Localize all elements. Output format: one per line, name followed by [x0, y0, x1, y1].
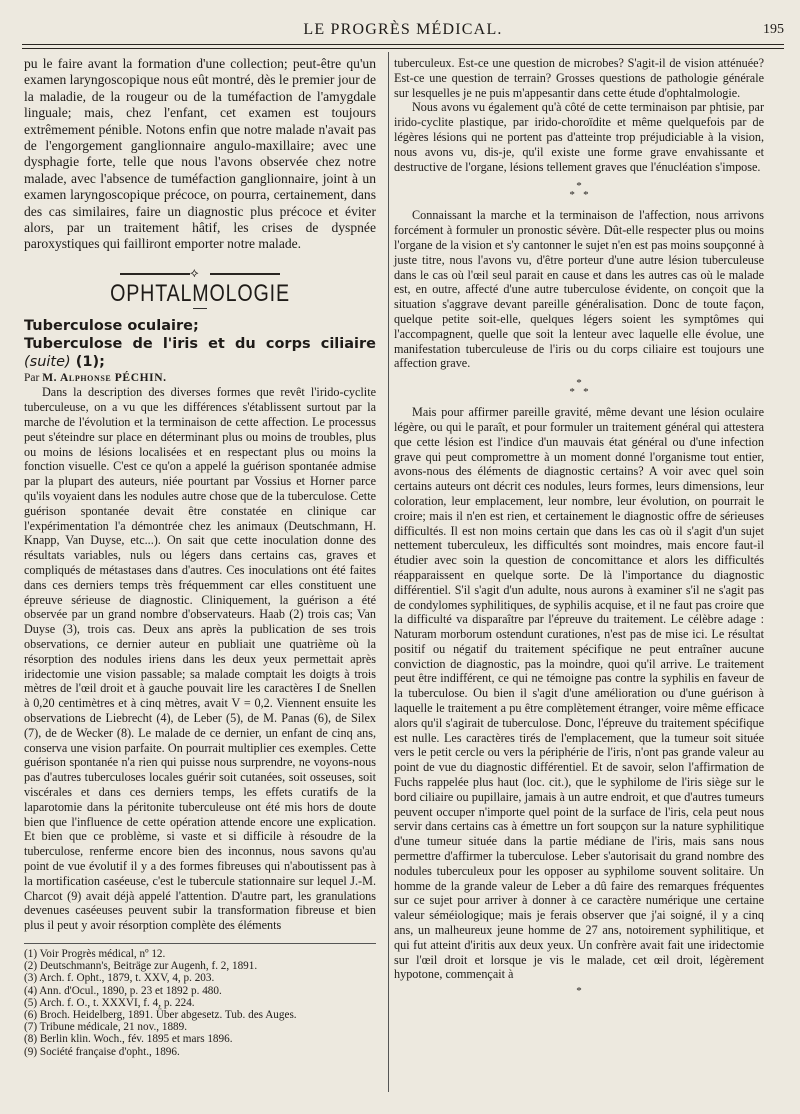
ornament-line-right — [210, 273, 280, 275]
footnote: (1) Voir Progrès médical, nº 12. — [24, 947, 166, 960]
article-title-line1: Tuberculose oculaire; — [24, 317, 199, 334]
footnote: (6) Broch. Heidelberg, 1891. Über abgesetz. Tub. des Auges. — [24, 1008, 297, 1021]
footnote: (9) Société française d'opht., 1896. — [24, 1045, 180, 1058]
heading-rule — [193, 308, 207, 309]
star-pair: * * — [569, 189, 589, 202]
header-rule-inner — [22, 48, 784, 49]
footnote: (3) Arch. f. Opht., 1879, t. XXV, 4, p. 203. — [24, 972, 215, 985]
journal-title: LE PROGRÈS MÉDICAL. — [303, 21, 503, 38]
article-suite: (suite) — [24, 353, 71, 370]
star-pair: * * — [569, 386, 589, 399]
body-paragraph: Nous avons vu également qu'à côté de cette terminaison par phtisie, par irido-cyclite plastique, par irido-choroïdite et même quelquefois par de légères lésions qui ne portent pas d'atteinte trop préjudiciable à la vision, nous avons vu, dis-je, qu'il existe une forme grave envahissante et destructive de l'organe, lésions tellement graves que l'énucléation s'impose. — [394, 100, 764, 174]
right-column — [394, 56, 764, 999]
body-paragraph: tuberculeux. Est-ce une question de microbes? S'agit-il de vision atténuée? Est-ce une question de terrain? Grosses questions de pathologie générale sur lesquelles je ne puis m'appesantir dans cette étude d'ophtalmologie. — [394, 56, 764, 100]
footnote: (4) Ann. d'Ocul., 1890, p. 23 et 1892 p. 480. — [24, 984, 222, 997]
byline-prefix: Par — [24, 371, 40, 384]
byline-author: M. Alphonse PÉCHIN. — [42, 371, 167, 384]
section-heading: OPHTALMOLOGIE — [110, 279, 290, 307]
star-top: * — [576, 180, 582, 193]
page-number: 195 — [763, 22, 784, 37]
footnote: (7) Tribune médicale, 21 nov., 1889. — [24, 1021, 188, 1034]
article-title-line2 — [24, 335, 376, 371]
article-body-left: Dans la description des diverses formes que revêt l'irido-cyclite tuberculeuse, on a vu que les différences s'établissent surtout par la marche de l'évolution et la terminaison de cette affection. Le processus peut s'éteindre sur place en déterminant plus ou moins de troubles, plus ou moins de lésions localisées et en respectant plus ou moins la fonction visuelle. C'est ce qu'on a appelé la guérison spontanée admise par la plupart des auteurs, niée pourtant par Vossius et Horner parce qu'ils voyaient dans les nodules autre chose que de la tuberculose. Cette guérison spontanée devait être constatée en clinique car l'expérimentation l'a démontrée chez les animaux (Deutschmann, H. Knapp, Van Duyse, etc...). On sait que cette inoculation donne des résultats variables, nuls ou légers dans certains cas, graves et compliqués de métastases dans d'autres. Ces inoculations ont été faites dans ces derniers temps très fréquemment car elles constituent une épreuve sérieuse de diagnostic. Cliniquement, la guérison a été observée par un grand nombre d'observateurs. Haab (2) trois cas; Van Duyse (3), trois cas. Deux ans après la publication de ses trois observations, ce dernier auteur en publiait une quatrième où la résorption des nodules iriens dans les deux yeux permettait après iridectomie une vision passable; sa malade comptait les doigts à trois mètres de l'œil droit et à gauche pouvait lire les caractères I de Snellen à 0,20 centimètres et à cinq mètres, avait V = 0,2. Viennent ensuite les observations de Liebrecht (4), de Leber (5), de M. Panas (6), de Silex (7), de de Wecker (8). Le malade de ce dernier, un enfant de cinq ans, conserva une vision parfaite. On pourrait multiplier ces exemples. Cette guérison spontanée n'a rien qui puisse nous surprendre, ne voyons-nous pas d'autres tuberculoses locales guérir soit cutanées, soit osseuses, soit viscérales et dans ces derniers temps, les effets curatifs de la laparotomie dans la péritonite tuberculeuse ont été mis hors de doute bien que l'influence de cette opération attende encore une explication. Et bien que ce problème, si vaste et si difficile à résoudre de la tuberculose, renferme encore bien des inconnus, nous savons qu'au point de vue évolutif il y a des formes fibreuses qui n'aboutissent pas à la mortification caséeuse, c'est le tubercule stationnaire sur lequel J.-M. Charcot (9) avait déjà appelé l'attention. D'autre part, les granulations devenues caséeuses peuvent subir la transformation fibreuse et bien plus il peut y avoir résorption complète des éléments — [24, 385, 376, 933]
ornament-line-left — [120, 273, 190, 275]
byline — [24, 371, 376, 386]
section-break-stars — [394, 182, 764, 200]
continuation-mark: * — [576, 985, 582, 998]
body-paragraph: Mais pour affirmer pareille gravité, même devant une lésion oculaire légère, ou qui le paraît, et pour formuler un traitement général qui attestera que cette lésion est l'indice d'un mauvais état général ou d'une infection grave qui peut compromettre à un moment donné l'organisme tout entier, avons-nous des éléments de diagnostic certains? A voir avec quel soin certains auteurs ont décrit ces nodules, leurs formes, leurs dimensions, leur coloration, leur emplacement, leur nombre, leur évolution, on pourrait le croire; mais il n'en est rien, et certainement le diagnostic offre de sérieuses difficultés. Il est non moins certain que dans les cas où il s'agit d'un sujet nettement tuberculeux, les difficultés sont moindres, mais encore faut-il étudier avec soin la question de concomittance et alors les difficultés réapparaissent en quelque sorte. De là l'importance du diagnostic différentiel. S'il s'agit d'un adulte, nous aurons à examiner s'il ne s'agit pas de condylomes syphilitiques, de syphilis acquise, et il ne faut pas croire que la difficulté va disparaître par l'épreuve du traitement. Le célèbre adage : Naturam morborum ostendunt curationes, n'est pas de mise ici. Le résultat positif ou négatif du traitement spécifique ne peut entraîner aucune conviction de diagnostic, pas la moindre, quoi qu'il arrive. Le traitement peut être indifférent, ce qui ne témoigne pas contre la syphilis en faveur de la tuberculose. Ou bien il s'agit d'une amélioration ou d'une guérison à laquelle le traitement a pu être complètement étranger, voire même efficace alors qu'il s'agirait de tuberculose. Donc, l'épreuve du traitement spécifique est nulle. Les caractères tirés de l'emplacement, que la tumeur soit située vers le petit cercle ou vers la périphérie de l'iris, n'ont pas grande valeur au point de vue du diagnostic différentiel. Et de savoir, selon l'affirmation de Fuchs rappelée plus haut (loc. cit.), que le syphilome de l'iris siège sur le bord ciliaire ou pupillaire, jamais à un autre endroit, et que d'autres tumeurs peuvent occuper n'importe quel point de la surface de l'iris, cela peut nous servir dans certains cas à émettre un fort soupçon sur la nature syphilitique d'une tumeur située dans la partie médiane de l'iris, mais sans nous permettre d'affirmer la tuberculose. Leber s'autorisait du grand nombre des nodules tuberculeux pour les opposer au syphilome souvent solitaire. Un homme de la grande valeur de Leber a dû faire des remarques fréquentes sur ce sujet pour arriver à donner à ce caractère numérique une certaine valeur séméiologique; mais je ferais observer que j'ai soigné, il y a cinq ans, un malheureux jeune homme de 27 ans, notoirement syphilitique, et qui fut atteint d'iritis aux deux yeux. Un confrère avait fait une iridectomie sur l'œil droit et lorsque je vis le malade, cet œil droit, légèrement hypotone, commençait à — [394, 405, 764, 982]
body-paragraph: Connaissant la marche et la terminaison de l'affection, nous arrivons forcément à formuler un pronostic sévère. Dût-elle respecter plus ou moins l'organe de la vision et s'y cantonner le sujet n'en est pas moins soupçonné à juste titre, nous l'avons vu, d'être porteur d'une autre lésion tuberculeuse dans le cas où l'œil seul parait en cause et dans les autres cas où le malade est, en outre, affecté d'une autre tuberculose évidente, on conçoit que la situation s'aggrave devant pareille généralisation. Donc de toute façon, quelque petite soit-elle, quelques légers soient les symptômes qui l'accompagnent, quelle que soit la lenteur avec laquelle elle évolue, une manifestation tuberculeuse de l'iris ou du corps ciliaire est toujours une affection grave. — [394, 208, 764, 371]
article-title-text: Tuberculose de l'iris et du corps ciliaire — [24, 335, 376, 352]
header-rule — [22, 44, 784, 45]
intro-paragraph: pu le faire avant la formation d'une collection; peut-être qu'un examen laryngoscopique nous eût montré, dès le premier jour de la maladie, de la rougeur ou de la tuméfaction de l'amygdale linguale; mais, chez l'enfant, cet examen est toujours extrêmement pénible. Notons enfin que notre malade n'avait pas de l'engorgement ganglionnaire angulo-maxillaire; avec une dysphagie forte, telle que nous l'avons observée chez notre malade, avec l'absence de tuméfaction ganglionnaire, joint à un examen laryngoscopique précoce, on pourra, certainement, dans des cas similaires, faire un diagnostic plus précoce et éviter alors, par un traitement hâtif, les crises de dyspnée paroxystiques qui failliront emporter notre malade. — [24, 56, 376, 252]
left-column — [24, 56, 376, 1058]
ornament-center: ⟡ — [190, 264, 199, 280]
section-break-stars — [394, 379, 764, 397]
footnote: (2) Deutschmann's, Beiträge zur Augenh, f. 2, 1891. — [24, 960, 258, 973]
column-divider — [388, 52, 389, 1092]
running-header — [22, 20, 784, 42]
footnotes — [24, 943, 376, 1058]
footnote: (8) Berlin klin. Woch., fév. 1895 et mars 1896. — [24, 1033, 233, 1046]
footnote: (5) Arch. f. O., t. XXXVI, f. 4, p. 224. — [24, 996, 195, 1009]
article-footnote-ref: (1); — [75, 353, 105, 370]
star-top: * — [576, 377, 582, 390]
